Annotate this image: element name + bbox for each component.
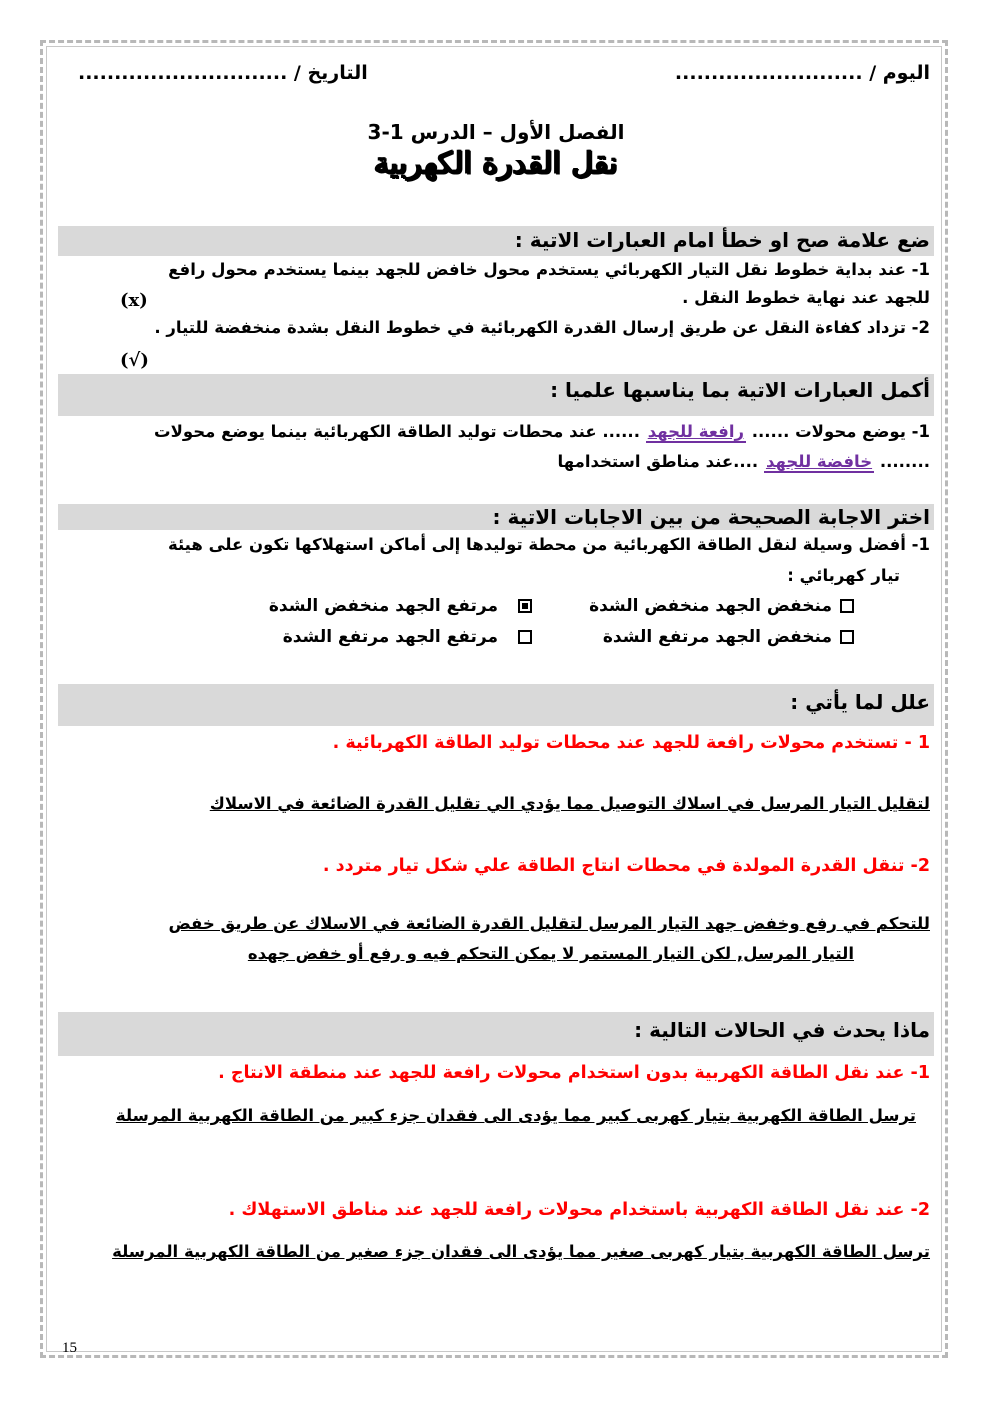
what-happens-q2: 2- عند نقل الطاقة الكهربية باستخدام محولات رافعة للجهد عند مناطق الاستهلاك .: [228, 1200, 930, 1220]
mcq-option-2[interactable]: [269, 596, 532, 616]
checkbox-icon[interactable]: [840, 599, 854, 613]
tf-q1-line2: للجهد عند نهاية خطوط النقل .: [682, 288, 930, 307]
tf-q2-line1: 2- تزداد كفاءة النقل عن طريق إرسال القدرة الكهربائية في خطوط النقل بشدة منخفضة للتيار .: [154, 318, 930, 337]
day-field: اليوم / ..........................: [674, 62, 930, 84]
chapter-label: الفصل الأول – الدرس 1-3: [367, 120, 625, 144]
explain-a1: لتقليل التيار المرسل في اسلاك التوصيل مما يؤدي الي تقليل القدرة الضائعة في الاسلاك: [209, 794, 930, 813]
complete-fill-2: خافضة للجهد: [765, 452, 873, 471]
section-complete-heading: أكمل العبارات الاتية بما يناسبها علميا :: [58, 374, 934, 416]
mcq-option-1-label: منخفض الجهد منخفض الشدة: [589, 596, 832, 616]
explain-q1: 1 - تستخدم محولات رافعة للجهد عند محطات توليد الطاقة الكهربائية .: [332, 733, 930, 753]
mcq-option-2-label: مرتفع الجهد منخفض الشدة: [268, 596, 498, 616]
mcq-option-3-label: منخفض الجهد مرتفع الشدة: [602, 627, 832, 647]
page-number: 15: [62, 1340, 77, 1356]
complete-q1-pre: 1- يوضع محولات ......: [751, 422, 930, 441]
mcq-option-4-label: مرتفع الجهد مرتفع الشدة: [282, 627, 498, 647]
complete-q2-pre: ........: [879, 452, 930, 471]
tf-q2-answer-mark: (√): [120, 350, 149, 371]
mcq-q1-line2: تيار كهربائي :: [787, 566, 900, 585]
mcq-option-3[interactable]: [603, 627, 854, 647]
what-happens-a1: ترسل الطاقة الكهربية بتيار كهربى كبير مما يؤدى الى فقدان جزء كبير من الطاقة الكهربية المرسلة: [115, 1106, 916, 1125]
explain-q2: 2- تنقل القدرة المولدة في محطات انتاج الطاقة علي شكل تيار متردد .: [322, 856, 930, 876]
complete-fill-1: رافعة للجهد: [647, 422, 744, 441]
complete-q2-post: ....عند مناطق استخدامها: [557, 452, 759, 471]
section-explain-heading: علل لما يأتي :: [58, 684, 934, 726]
tf-q1-line1: 1- عند بداية خطوط نقل التيار الكهربائي يستخدم محول خافض للجهد بينما يستخدم محول رافع: [168, 260, 930, 279]
complete-q1-post: ...... عند محطات توليد الطاقة الكهربائية بينما يوضع محولات: [154, 422, 640, 441]
section-true-false-heading: ضع علامة صح او خطأ امام العبارات الاتية :: [58, 226, 934, 256]
tf-q1-answer-mark: (x): [120, 290, 148, 311]
complete-q1-line1: [154, 422, 930, 441]
what-happens-q1: 1- عند نقل الطاقة الكهربية بدون استخدام محولات رافعة للجهد عند منطقة الانتاج .: [218, 1063, 930, 1083]
mcq-option-1[interactable]: [589, 596, 854, 616]
checkbox-icon[interactable]: [840, 630, 854, 644]
complete-q1-line2: [558, 452, 930, 471]
section-what-happens-heading: ماذا يحدث في الحالات التالية :: [58, 1012, 934, 1056]
page-title: نقل القدرة الكهربية: [374, 146, 618, 181]
checkbox-icon[interactable]: [518, 630, 532, 644]
what-happens-a2: ترسل الطاقة الكهربية بتيار كهربى صغير مما يؤدى الى فقدان جزء صغير من الطاقة الكهربية المرسلة: [112, 1242, 930, 1261]
section-mcq-heading: اختر الاجابة الصحيحة من بين الاجابات الاتية :: [58, 504, 934, 530]
date-field: التاريخ / .............................: [78, 62, 368, 84]
mcq-q1-line1: 1- أفضل وسيلة لنقل الطاقة الكهربائية من محطة توليدها إلى أماكن استهلاكها تكون على هيئة: [167, 535, 930, 554]
explain-a2-line2: التيار المرسل, لكن التيار المستمر لا يمكن التحكم فيه و رفع أو خفض جهده: [247, 944, 854, 963]
checked-checkbox-icon[interactable]: [518, 599, 532, 613]
mcq-option-4[interactable]: [283, 627, 532, 647]
explain-a2-line1: للتحكم في رفع وخفض جهد التيار المرسل لتقليل القدرة الضائعة في الاسلاك عن طريق خفض: [168, 914, 930, 933]
